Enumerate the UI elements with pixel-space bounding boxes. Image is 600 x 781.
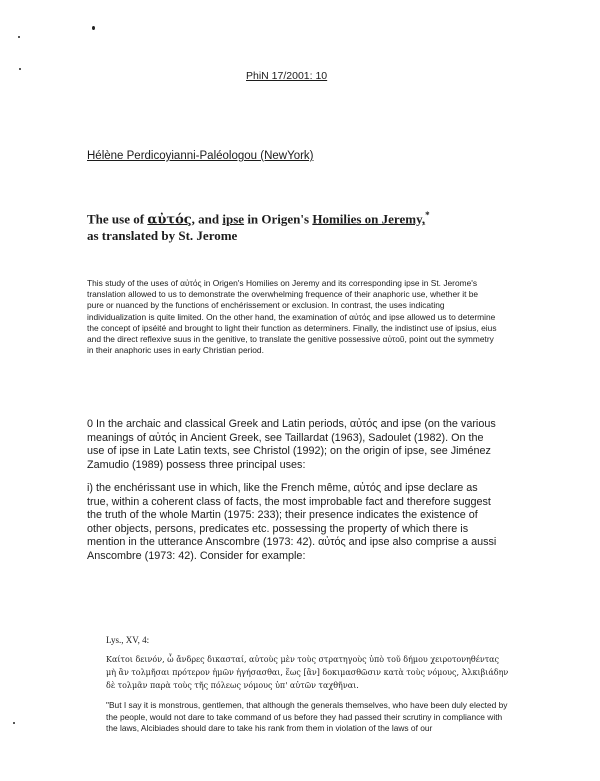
title-line2: as translated by St. Jerome bbox=[87, 228, 238, 244]
quote-reference: Lys., XV, 4: bbox=[106, 635, 150, 645]
title-part2: , and bbox=[191, 211, 220, 227]
title-footnote-mark: * bbox=[425, 210, 430, 220]
title-part1: The use of bbox=[87, 211, 145, 227]
title-part3: in Origen's bbox=[247, 211, 310, 227]
quote-greek-text: Καίτοι δεινόν, ὦ ἄνδρες δικασταί, αὐτοὺς μὲν τοὺς στρατηγοὺς ὑπὸ τοῦ δήμου χειροτονηθέντας μὴ ἂν τολμῆσαι πρότερον ἡμῶν ἡγήσασθαι, ἕως [ἂν] δοκιμασθῶσιν κατὰ τοὺς νόμους, Ἀλκιβιάδην δὲ τολμᾶν παρὰ τοὺς τῆς πόλεως νόμους ὑπ' αὐτῶν ταχθῆναι. bbox=[106, 655, 509, 690]
scan-speck-1 bbox=[92, 26, 95, 30]
body-text bbox=[87, 418, 502, 573]
quote-english-translation: "But I say it is monstrous, gentlemen, that although the generals themselves, who have been duly elected by the people, would not dare to take command of us before they had passed their scrutiny in compliance with the laws, Alcibiades should dare to take his rank from them in violation of the laws of our bbox=[106, 700, 508, 733]
author-name: Hélène Perdicoyianni-Paléologou (NewYork) bbox=[87, 150, 314, 162]
title-latin-word: ipse bbox=[222, 211, 245, 227]
title-greek-word: αὐτός bbox=[147, 212, 192, 228]
example-quote bbox=[106, 635, 511, 735]
scan-speck-4 bbox=[13, 722, 15, 724]
title-work: Homilies on Jeremy, bbox=[312, 211, 426, 227]
paragraph-0: 0 In the archaic and classical Greek and Latin periods, αὐτός and ipse (on the various meanings of αὐτός in Ancient Greek, see Taillardat (1963), Sadoulet (1982). On the use of ipse in Late Latin texts, see Christol (1992); on the origin of ipse, see Jiménez Zamudio (1989) possess three principal uses: bbox=[87, 418, 496, 471]
paper-title bbox=[87, 207, 507, 244]
scan-speck-2 bbox=[18, 36, 20, 38]
paragraph-1: i) the enchérissant use in which, like the French même, αὐτός and ipse declare as true, within a coherent class of facts, the most improbable fact and therefore suggest the truth of the whole Martin (1975: 233); their presence indicates the existence of other objects, persons, predicates etc. possessing the property of which there is mention in the utterance Anscombre (1973: 42). αὐτός and ipse also comprise a aussi Anscombre (1973: 42). Consider for example: bbox=[87, 482, 497, 562]
abstract bbox=[87, 278, 497, 356]
journal-reference: PhiN 17/2001: 10 bbox=[246, 70, 328, 82]
scan-speck-3 bbox=[19, 68, 21, 70]
abstract-text: This study of the uses of αὐτός in Origen's Homilies on Jeremy and its corresponding ipse in St. Jerome's translation allowed to us to demonstrate the overwhelming frequence of their anaphoric use, whether it be pure or nuanced by the functions of enchérissement or exclusion. In contrast, the uses indicating individualization is quite limited. On the other hand, the examination of αὐτός and ipse allowed us to determine the concept of ipséité and brought to light their function as determiners. Finally, the indistinct use of ipsius, eius and the direct reflexive suus in the genitive, to translate the genitive possessive αὐτοῦ, point out the symmetry in their anaphoric uses in early Christian period. bbox=[87, 278, 497, 356]
